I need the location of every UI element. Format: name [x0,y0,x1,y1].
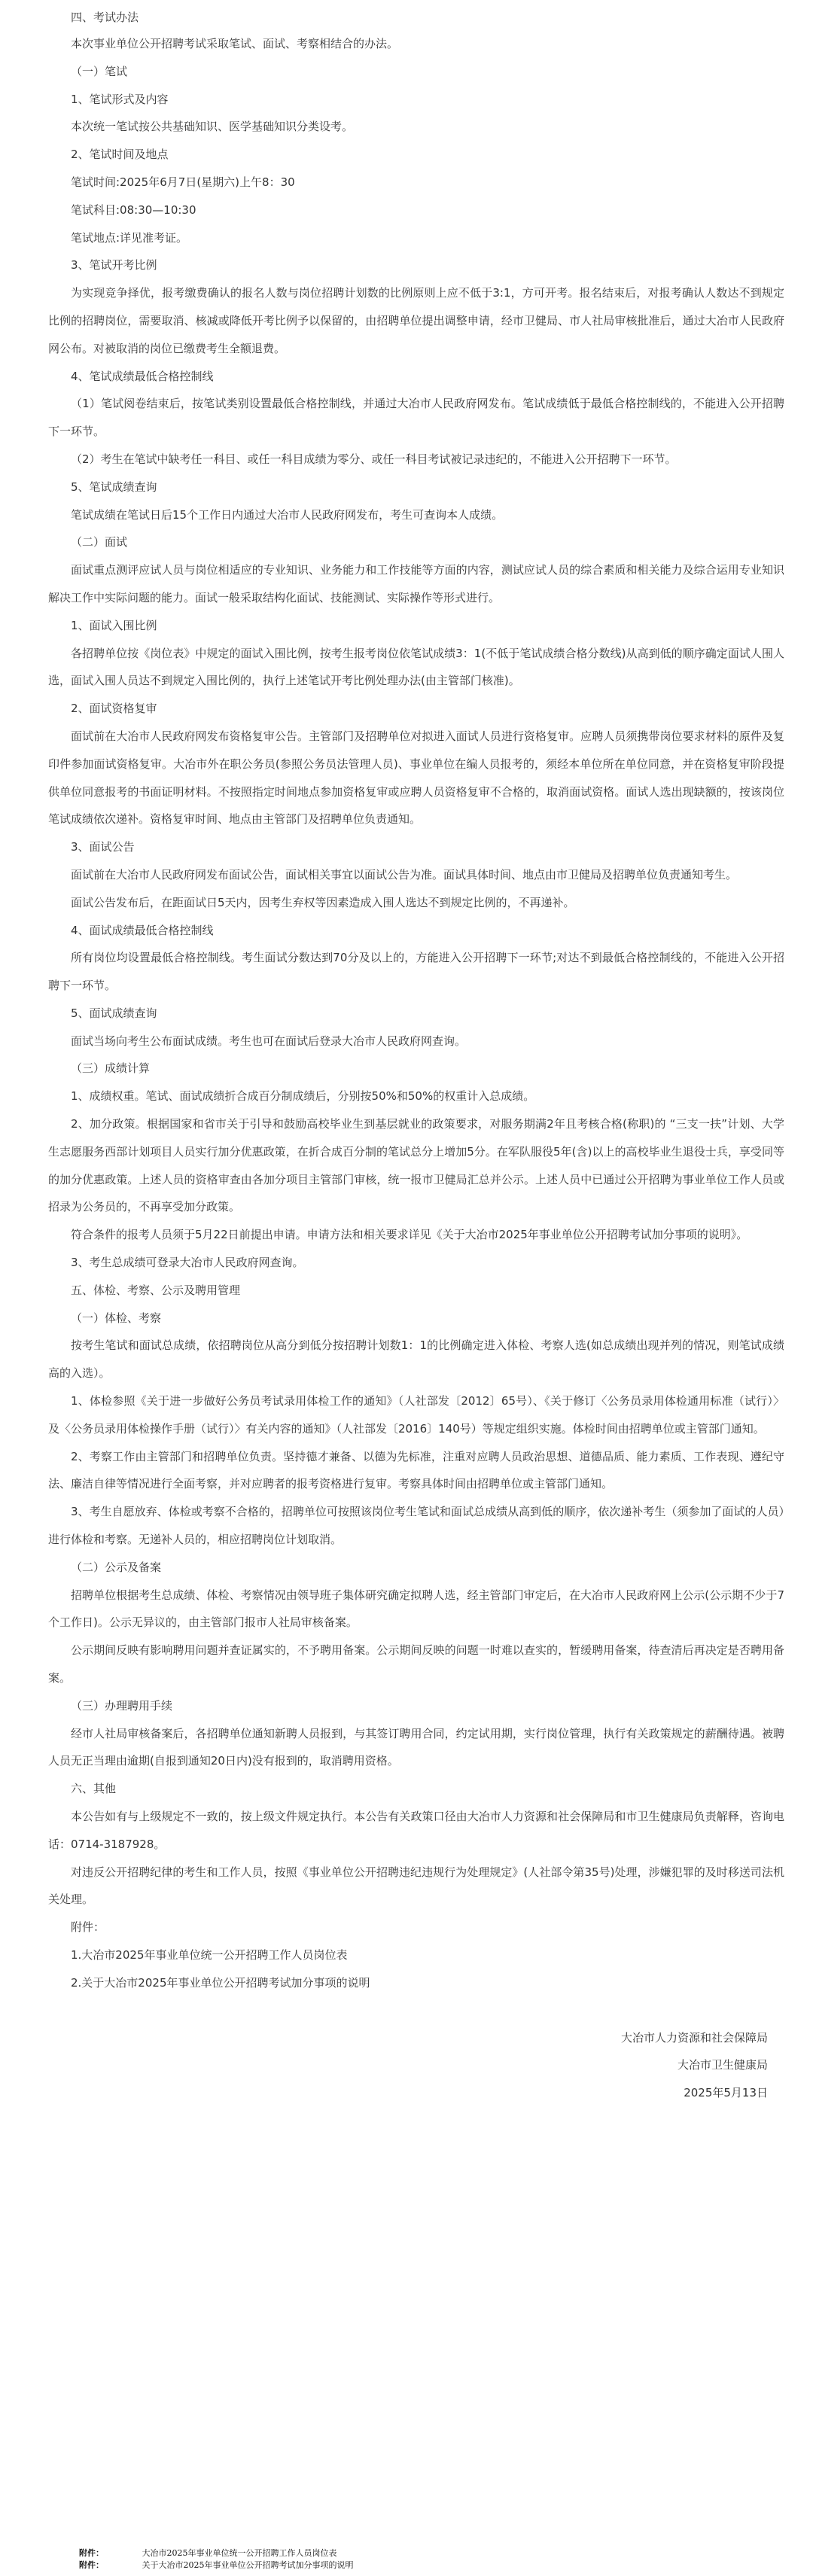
paragraph: 对违反公开招聘纪律的考生和工作人员，按照《事业单位公开招聘违纪违规行为处理规定》(人社部令第35号)处理，涉嫌犯罪的及时移送司法机关处理。 [48,1865,784,1907]
attachment-line-2: 2.关于大冶市2025年事业单位公开招聘考试加分事项的说明 [71,1975,370,1990]
paragraph: 面试公告发布后，在距面试日5天内，因考生弃权等因素造成入围人选达不到规定比例的，不再递补。 [71,895,575,909]
paragraph: 2、考察工作由主管部门和招聘单位负责。坚持德才兼备、以德为先标准，注重对应聘人员政治思想、道德品质、能力素质、工作表现、遵纪守法、廉洁自律等情况进行全面考察，并对应聘者的报考资格进行复审。考察具体时间由招聘单位或主管部门通知。 [48,1449,784,1491]
paragraph: 各招聘单位按《岗位表》中规定的面试入围比例，按考生报考岗位依笔试成绩3：1(不低于笔试成绩合格分数线)从高到低的顺序确定面试人围人选，面试入围人员达不到规定入围比例的，执行上述笔试开考比例处理办法(由主管部门核准)。 [48,646,784,688]
paragraph: 本次事业单位公开招聘考试采取笔试、面试、考察相结合的办法。 [71,37,399,50]
section-heading-other: 六、其他 [71,1782,117,1796]
attachment-links [79,2547,354,2571]
section-heading-physical-exam: 五、体检、考察、公示及聘用管理 [71,1283,241,1297]
paragraph: 笔试科目:08:30—10:30 [71,202,196,217]
attachment-label: 附件： [79,2548,104,2558]
paragraph: 1、体检参照《关于进一步做好公务员考试录用体检工作的通知》（人社部发〔2012〕65号）、《关于修订〈公务员录用体检通用标准（试行）〉及〈公务员录用体检操作手册（试行）〉有关内容的通知》（人社部发〔2016〕140号）等规定组织实施。体检时间由招聘单位或主管部门通知。 [48,1394,784,1436]
paragraph: 1、成绩权重。笔试、面试成绩折合成百分制成绩后，分别按50%和50%的权重计入总成绩。 [71,1089,535,1104]
attachments-heading: 附件： [71,1920,105,1935]
paragraph: 按考生笔试和面试总成绩，依招聘岗位从高分到低分按招聘计划数1：1的比例确定进入体检、考察人选(如总成绩出现并列的情况，则笔试成绩高的入选）。 [48,1338,784,1381]
paragraph: 笔试地点:详见准考证。 [71,230,188,245]
item-heading: 3、面试公告 [71,840,135,854]
paragraph: 3、考生总成绩可登录大冶市人民政府网查询。 [71,1256,304,1270]
item-heading: 5、笔试成绩查询 [71,480,157,494]
attachment-line-1: 1.大冶市2025年事业单位统一公开招聘工作人员岗位表 [71,1947,348,1962]
subsection-heading: （三）办理聘用手续 [71,1698,173,1713]
subsection-heading: （二）公示及备案 [71,1560,162,1574]
item-heading: 1、笔试形式及内容 [71,92,169,106]
attachment-link-row[interactable] [79,2559,354,2571]
paragraph: 为实现竞争择优，报考缴费确认的报名人数与岗位招聘计划数的比例原则上应不低于3:1，方可开考。报名结束后，对报考确认人数达不到规定比例的招聘岗位，需要取消、核减或降低开考比例予以保留的，由招聘单位提出调整申请，经市卫健局、市人社局审核批准后，通过大冶市人民政府网公布。对被取消的岗位已缴费考生全额退费。 [48,286,784,355]
paragraph: 公示期间反映有影响聘用问题并查证属实的，不予聘用备案。公示期间反映的问题一时难以查实的，暂缓聘用备案，待查清后再决定是否聘用备案。 [48,1643,784,1685]
item-heading: 4、笔试成绩最低合格控制线 [71,369,214,383]
paragraph: 符合条件的报考人员须于5月22日前提出申请。申请方法和相关要求详见《关于大冶市2025年事业单位公开招聘考试加分事项的说明》。 [71,1228,748,1242]
section-heading-exam-method: 四、考试办法 [71,11,139,24]
signature-org-hr: 大冶市人力资源和社会保障局 [620,2030,768,2045]
item-heading: 2、笔试时间及地点 [71,148,169,162]
paragraph: 本次统一笔试按公共基础知识、医学基础知识分类设考。 [71,120,354,134]
item-heading: 5、面试成绩查询 [71,1006,157,1020]
spacer [48,1997,784,2024]
signature-date: 2025年5月13日 [684,2086,768,2100]
paragraph: 面试当场向考生公布面试成绩。考生也可在面试后登录大冶市人民政府网查询。 [71,1034,467,1048]
signature-org-health: 大冶市卫生健康局 [677,2058,768,2072]
attachment-link-row[interactable] [79,2547,354,2559]
item-heading: 1、面试入围比例 [71,618,157,632]
paragraph: 笔试时间:2025年6月7日(星期六)上午8：30 [71,175,295,189]
paragraph: 3、考生自愿放弃、体检或考察不合格的，招聘单位可按照该岗位考生笔试和面试总成绩从高到低的顺序，依次递补考生（须参加了面试的人员）进行体检和考察。无递补人员的，相应招聘岗位计划取消。 [48,1505,784,1547]
paragraph: 2、加分政策。根据国家和省市关于引导和鼓励高校毕业生到基层就业的政策要求，对服务期满2年且考核合格(称职)的 “三支一扶”计划、大学生志愿服务西部计划项目人员实行加分优惠政策，在折合成百分制的笔试总分上增加5分。在军队服役5年(含)以上的高校毕业生退役士兵，享受同等的加分优惠政策。上述人员的资格审查由各加分项目主管部门审核，统一报市卫健局汇总并公示。上述人员中已通过公开招聘为事业单位工作人员或招录为公务员的，不再享受加分政策。 [48,1117,784,1214]
paragraph: 笔试成绩在笔试日后15个工作日内通过大冶市人民政府网发布，考生可查询本人成绩。 [71,507,504,522]
subsection-heading: （三）成绩计算 [71,1061,151,1076]
paragraph: 所有岗位均设置最低合格控制线。考生面试分数达到70分及以上的，方能进入公开招聘下一环节;对达不到最低合格控制线的，不能进入公开招聘下一环节。 [48,951,784,993]
item-heading: 2、面试资格复审 [71,702,157,716]
paragraph: （2）考生在笔试中缺考任一科目、或任一科目成绩为零分、或任一科目考试被记录违纪的，不能进入公开招聘下一环节。 [71,452,677,466]
attachment-link-2[interactable]: 关于大冶市2025年事业单位公开招聘考试加分事项的说明 [142,2560,354,2570]
attachment-label: 附件： [79,2560,104,2570]
paragraph: 面试重点测评应试人员与岗位相适应的专业知识、业务能力和工作技能等方面的内容，测试应试人员的综合素质和相关能力及综合运用专业知识解决工作中实际问题的能力。面试一般采取结构化面试、技能测试、实际操作等形式进行。 [48,563,784,604]
paragraph: 本公告如有与上级规定不一致的，按上级文件规定执行。本公告有关政策口径由大冶市人力资源和社会保障局和市卫生健康局负责解释，咨询电话：0714-3187928。 [48,1810,784,1851]
item-heading: 3、笔试开考比例 [71,258,157,273]
attachment-link-1[interactable]: 大冶市2025年事业单位统一公开招聘工作人员岗位表 [142,2548,337,2558]
paragraph: （1）笔试阅卷结束后，按笔试类别设置最低合格控制线，并通过大冶市人民政府网发布。笔试成绩低于最低合格控制线的，不能进入公开招聘下一环节。 [48,397,784,439]
subsection-heading: （一）笔试 [71,64,128,78]
subsection-heading: （二）面试 [71,535,128,550]
paragraph: 招聘单位根据考生总成绩、体检、考察情况由领导班子集体研究确定拟聘人选，经主管部门审定后，在大冶市人民政府网上公示(公示期不少于7个工作日)。公示无异议的，由主管部门报市人社局审核备案。 [48,1588,784,1630]
item-heading: 4、面试成绩最低合格控制线 [71,923,214,937]
paragraph: 面试前在大冶市人民政府网发布资格复审公告。主管部门及招聘单位对拟进入面试人员进行资格复审。应聘人员须携带岗位要求材料的原件及复印件参加面试资格复审。大冶市外在职公务员(参照公务员法管理人员)、事业单位在编人员报考的，须经本单位所在单位同意，并在资格复审阶段提供单位同意报考的书面证明材料。不按照指定时间地点参加资格复审或应聘人员资格复审不合格的，取消面试资格。面试人选出现缺额的，按该岗位笔试成绩依次递补。资格复审时间、地点由主管部门及招聘单位负责通知。 [48,729,784,827]
paragraph: 面试前在大冶市人民政府网发布面试公告，面试相关事宜以面试公告为准。面试具体时间、地点由市卫健局及招聘单位负责通知考生。 [71,867,738,882]
subsection-heading: （一）体检、考察 [71,1311,162,1325]
paragraph: 经市人社局审核备案后，各招聘单位通知新聘人员报到，与其签订聘用合同，约定试用期，实行岗位管理，执行有关政策规定的薪酬待遇。被聘人员无正当理由逾期(自报到通知20日内)没有报到的，取消聘用资格。 [48,1726,784,1768]
